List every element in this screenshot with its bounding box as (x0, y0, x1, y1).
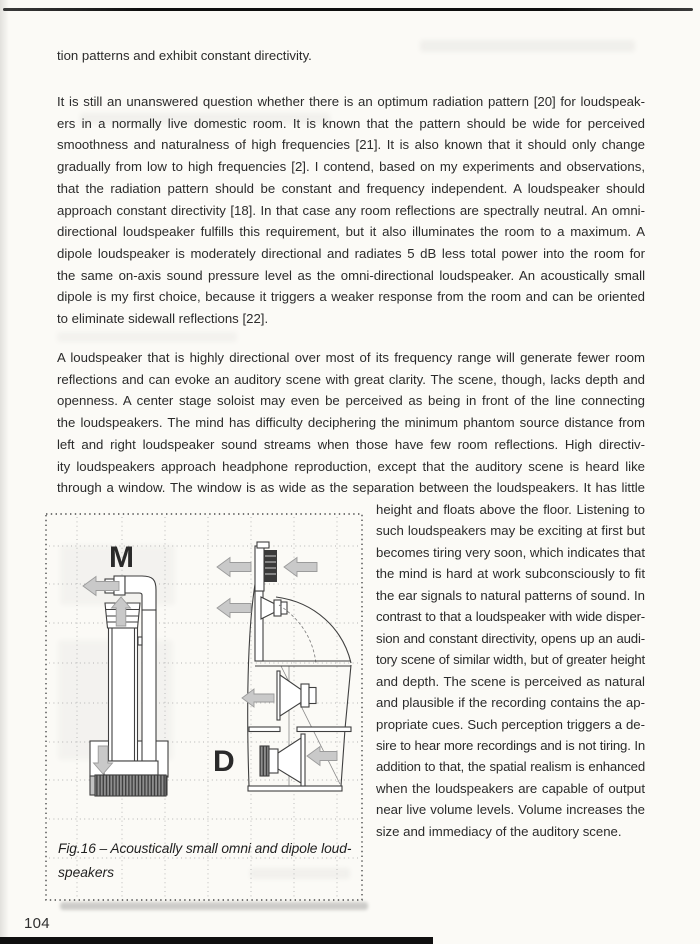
figure-16-box (45, 513, 363, 901)
text-line: approach constant directivity [18]. In that case any room reflections are spectrally neutral. An omni- (57, 202, 645, 218)
text-line: directional loudspeaker fulfills this requirement, but it also illuminates the room to a maximum. A (57, 224, 645, 240)
text-line: left and right loudspeaker sound streams when those have few room reflections. High directiv- (57, 436, 645, 452)
show-through-smudge (57, 332, 237, 342)
text-line: gradually from low to high frequencies [2]. I contend, based on my experiments and observations, (57, 159, 645, 175)
text-line: such loudspeakers may be exciting at first but (376, 523, 645, 539)
text-line: reflections and can evoke an auditory scene with great clarity. The scene, though, lacks depth and (57, 371, 645, 387)
scan-top-edge-line (3, 8, 693, 11)
paragraph-2 (57, 91, 645, 330)
text-line: A loudspeaker that is highly directional over most of its frequency range will generate fewer room (57, 350, 645, 365)
text-line: propriate cues. Such perception triggers a de- (376, 716, 645, 732)
dipole-upper-woofer (280, 675, 301, 716)
figure-caption-line-2: speakers (58, 865, 114, 880)
text-line: contrast to that a loudspeaker with wide disper- (376, 609, 645, 625)
text-line: size and immediacy of the auditory scene. (376, 823, 622, 839)
dipole-woofer-rear-left-arrow-icon (307, 747, 337, 766)
text-line: the loudspeakers. The mind has difficulty deciphering the minimum phantom source distance from (57, 415, 645, 431)
show-through-smudge (60, 902, 368, 910)
dipole-bottom-plate (248, 786, 342, 791)
omni-main-tube (109, 628, 138, 761)
omni-down-pipe (142, 610, 156, 761)
scan-left-edge-shadow (0, 0, 9, 944)
text-line: dipole is my first choice, because it triggers a weaker response from the room and can be oriented (57, 289, 645, 305)
text-line: It is still an unanswered question whether there is an optimum radiation pattern [20] for loudspeak- (57, 94, 645, 109)
text-line: ers in a normally live domestic room. It is known that the pattern should be wide for perceived (57, 115, 645, 131)
figure-caption-line-1: Fig.16 – Acoustically small omni and dipole loud- (58, 841, 352, 856)
text-line: addition to that, the spatial realism is enhanced (376, 759, 645, 775)
paragraph-1 (57, 45, 645, 67)
dipole-speaker-label: D (213, 745, 235, 778)
text-line: openness. A center stage soloist may even be perceived as being in front of the line connecting (57, 393, 645, 409)
text-line: becomes tiring very soon, which indicates that (376, 544, 646, 560)
dipole-lower-woofer (278, 738, 301, 783)
text-line: dipole loudspeaker is moderately directional and radiates 5 dB less total power into the room for (57, 245, 645, 261)
paragraph-3-full-width (57, 347, 645, 499)
text-line: height and floats above the floor. Listening to (376, 502, 645, 517)
text-line: and plausible if the recording contains the ap- (376, 695, 645, 711)
text-line: sion and constant directivity, opens up an audi- (376, 630, 645, 646)
dipole-tweeter-rear-left-arrow-icon (284, 558, 317, 577)
text-line: tion patterns and exhibit constant directivity. (57, 48, 312, 63)
dipole-lower-woofer-magnet (260, 746, 269, 776)
text-line: ity loudspeakers approach headphone reproduction, except that the auditory scene is heard like (57, 458, 645, 474)
dipole-top-baffle (255, 546, 264, 591)
dipole-mid-front-left-arrow-icon (217, 599, 251, 618)
paragraph-3-right-column (376, 499, 645, 842)
page-number: 104 (24, 915, 50, 932)
text-line: that the radiation pattern should be constant and frequency independent. A loudspeaker should (57, 180, 645, 196)
text-line: the same on-axis sound pressure level as the omni-directional loudspeaker. An acoustically small (57, 267, 645, 283)
text-line: near live volume levels. Volume increases the (376, 802, 645, 818)
omni-speaker-label: M (109, 541, 134, 574)
omni-dark-base (95, 775, 166, 796)
text-line: the mind is hard at work subconsciously to fit (376, 566, 645, 582)
text-line: smoothness and naturalness of high frequencies [21]. It is also known that it should only change (57, 137, 645, 153)
dipole-midrange-driver (261, 597, 274, 619)
dipole-tweeter (264, 550, 277, 582)
text-line: sire to hear more recordings and is not tiring. In (376, 737, 645, 753)
dipole-tweeter-front-left-arrow-icon (217, 558, 251, 577)
text-line: tory scene of similar width, but of greater height (376, 652, 645, 668)
text-line: when the loudspeakers are capable of output (376, 780, 645, 796)
text-line: the ear signals to natural patterns of sound. In (376, 587, 645, 603)
text-line: and depth. The scene is perceived as natural (376, 673, 645, 689)
text-line: through a window. The window is as wide as the separation between the loudspeakers. It has little (57, 480, 645, 496)
dipole-right-outline (341, 665, 351, 786)
scan-bottom-edge-bar (0, 937, 433, 944)
dipole-woofer-front-left-arrow-icon (242, 689, 274, 707)
text-line: to eliminate sidewall reflections [22]. (57, 311, 269, 327)
